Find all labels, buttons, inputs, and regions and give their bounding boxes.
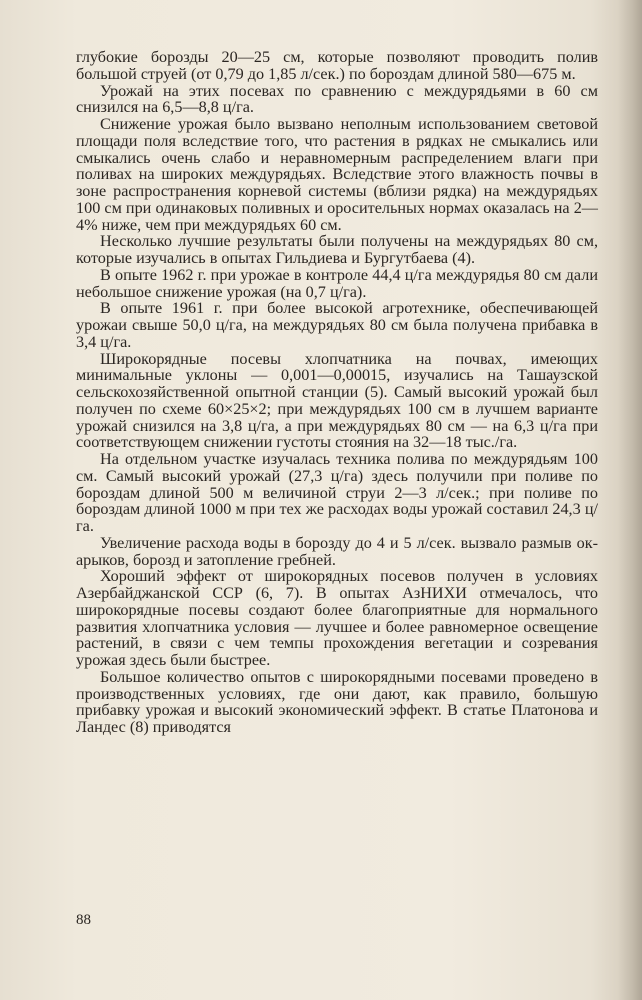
paragraph: Снижение урожая было вызвано неполным использованием световой площади поля вследствие того, что растения в рядках не смыкались или смыкались очень слабо и неравномерным распределением влаги при поливах на широких междурядьях. Вследствие этого влажность почвы в зоне распространения корневой системы (вблизи рядка) на междурядьях 100 см при одинаковых поливных и оросительных нормах оказалась на 2—4% ниже, чем при междурядьях 60 см. <box>76 115 598 234</box>
paragraph: Несколько лучшие результаты были получены на междурядьях 80 см, которые изучались в опытах Гильдиева и Бургутбаева (4). <box>76 232 598 267</box>
paragraph: Широкорядные посевы хлопчатника на почвах, имеющих минимальные уклоны — 0,001—0,00015, изучались на Ташаузской сельскохозяйственной опытной станции (5). Самый высокий урожай был получен по схеме 60×25×2; при междурядьях 100 см в лучшем варианте урожай снизился на 3,8 ц/га, а при междурядьях 80 см — на 6,3 ц/га при соответствующем снижении густоты стояния на 32—18 тыс./га. <box>76 349 598 452</box>
page-number: 88 <box>76 912 91 928</box>
body-text <box>76 49 598 736</box>
paragraph: В опыте 1961 г. при более высокой агротехнике, обеспечивающей урожаи свыше 50,0 ц/га, на междурядьях 80 см была получена прибавка в 3,4 ц/га. <box>76 299 598 351</box>
page-gutter-shadow <box>618 0 642 1000</box>
paragraph: Хороший эффект от широкорядных посевов получен в условиях Азербайджанской ССР (6, 7). В опытах АзНИХИ отмечалось, что широкорядные посевы создают более благоприятные для нормального развития хлопчатника условия — лучшее и более равномерное освещение растений, в связи с чем темпы прохождения вегетации и созревания урожая здесь были быстрее. <box>76 567 598 669</box>
paragraph: Большое количество опытов с широкорядными посевами проведено в производственных условиях, где они дают, как правило, большую прибавку урожая и высокий экономический эффект. В статье Платонова и Ландес (8) приводятся <box>76 667 598 736</box>
paragraph: На отдельном участке изучалась техника полива по междурядьям 100 см. Самый высокий урожай (27,3 ц/га) здесь получили при поливе по бороздам длиной 500 м величиной струи 2—3 л/сек.; при поливе по бороздам длиной 1000 м при тех же расходах воды урожай составил 24,3 ц/га. <box>76 450 598 535</box>
paragraph: Увеличение расхода воды в борозду до 4 и 5 л/сек. вызвало размыв ок-арыков, борозд и затопление гребней. <box>76 533 598 569</box>
paragraph: В опыте 1962 г. при урожае в контроле 44,4 ц/га междурядья 80 см дали небольшое снижение урожая (на 0,7 ц/га). <box>76 265 598 301</box>
paragraph: Урожай на этих посевах по сравнению с междурядьями в 60 см снизился на 6,5—8,8 ц/га. <box>76 81 598 117</box>
paragraph-continuation: глубокие борозды 20—25 см, которые позволяют проводить полив большой струей (от 0,79 до 1,85 л/сек.) по бороздам длиной 580—675 м. <box>76 48 598 83</box>
